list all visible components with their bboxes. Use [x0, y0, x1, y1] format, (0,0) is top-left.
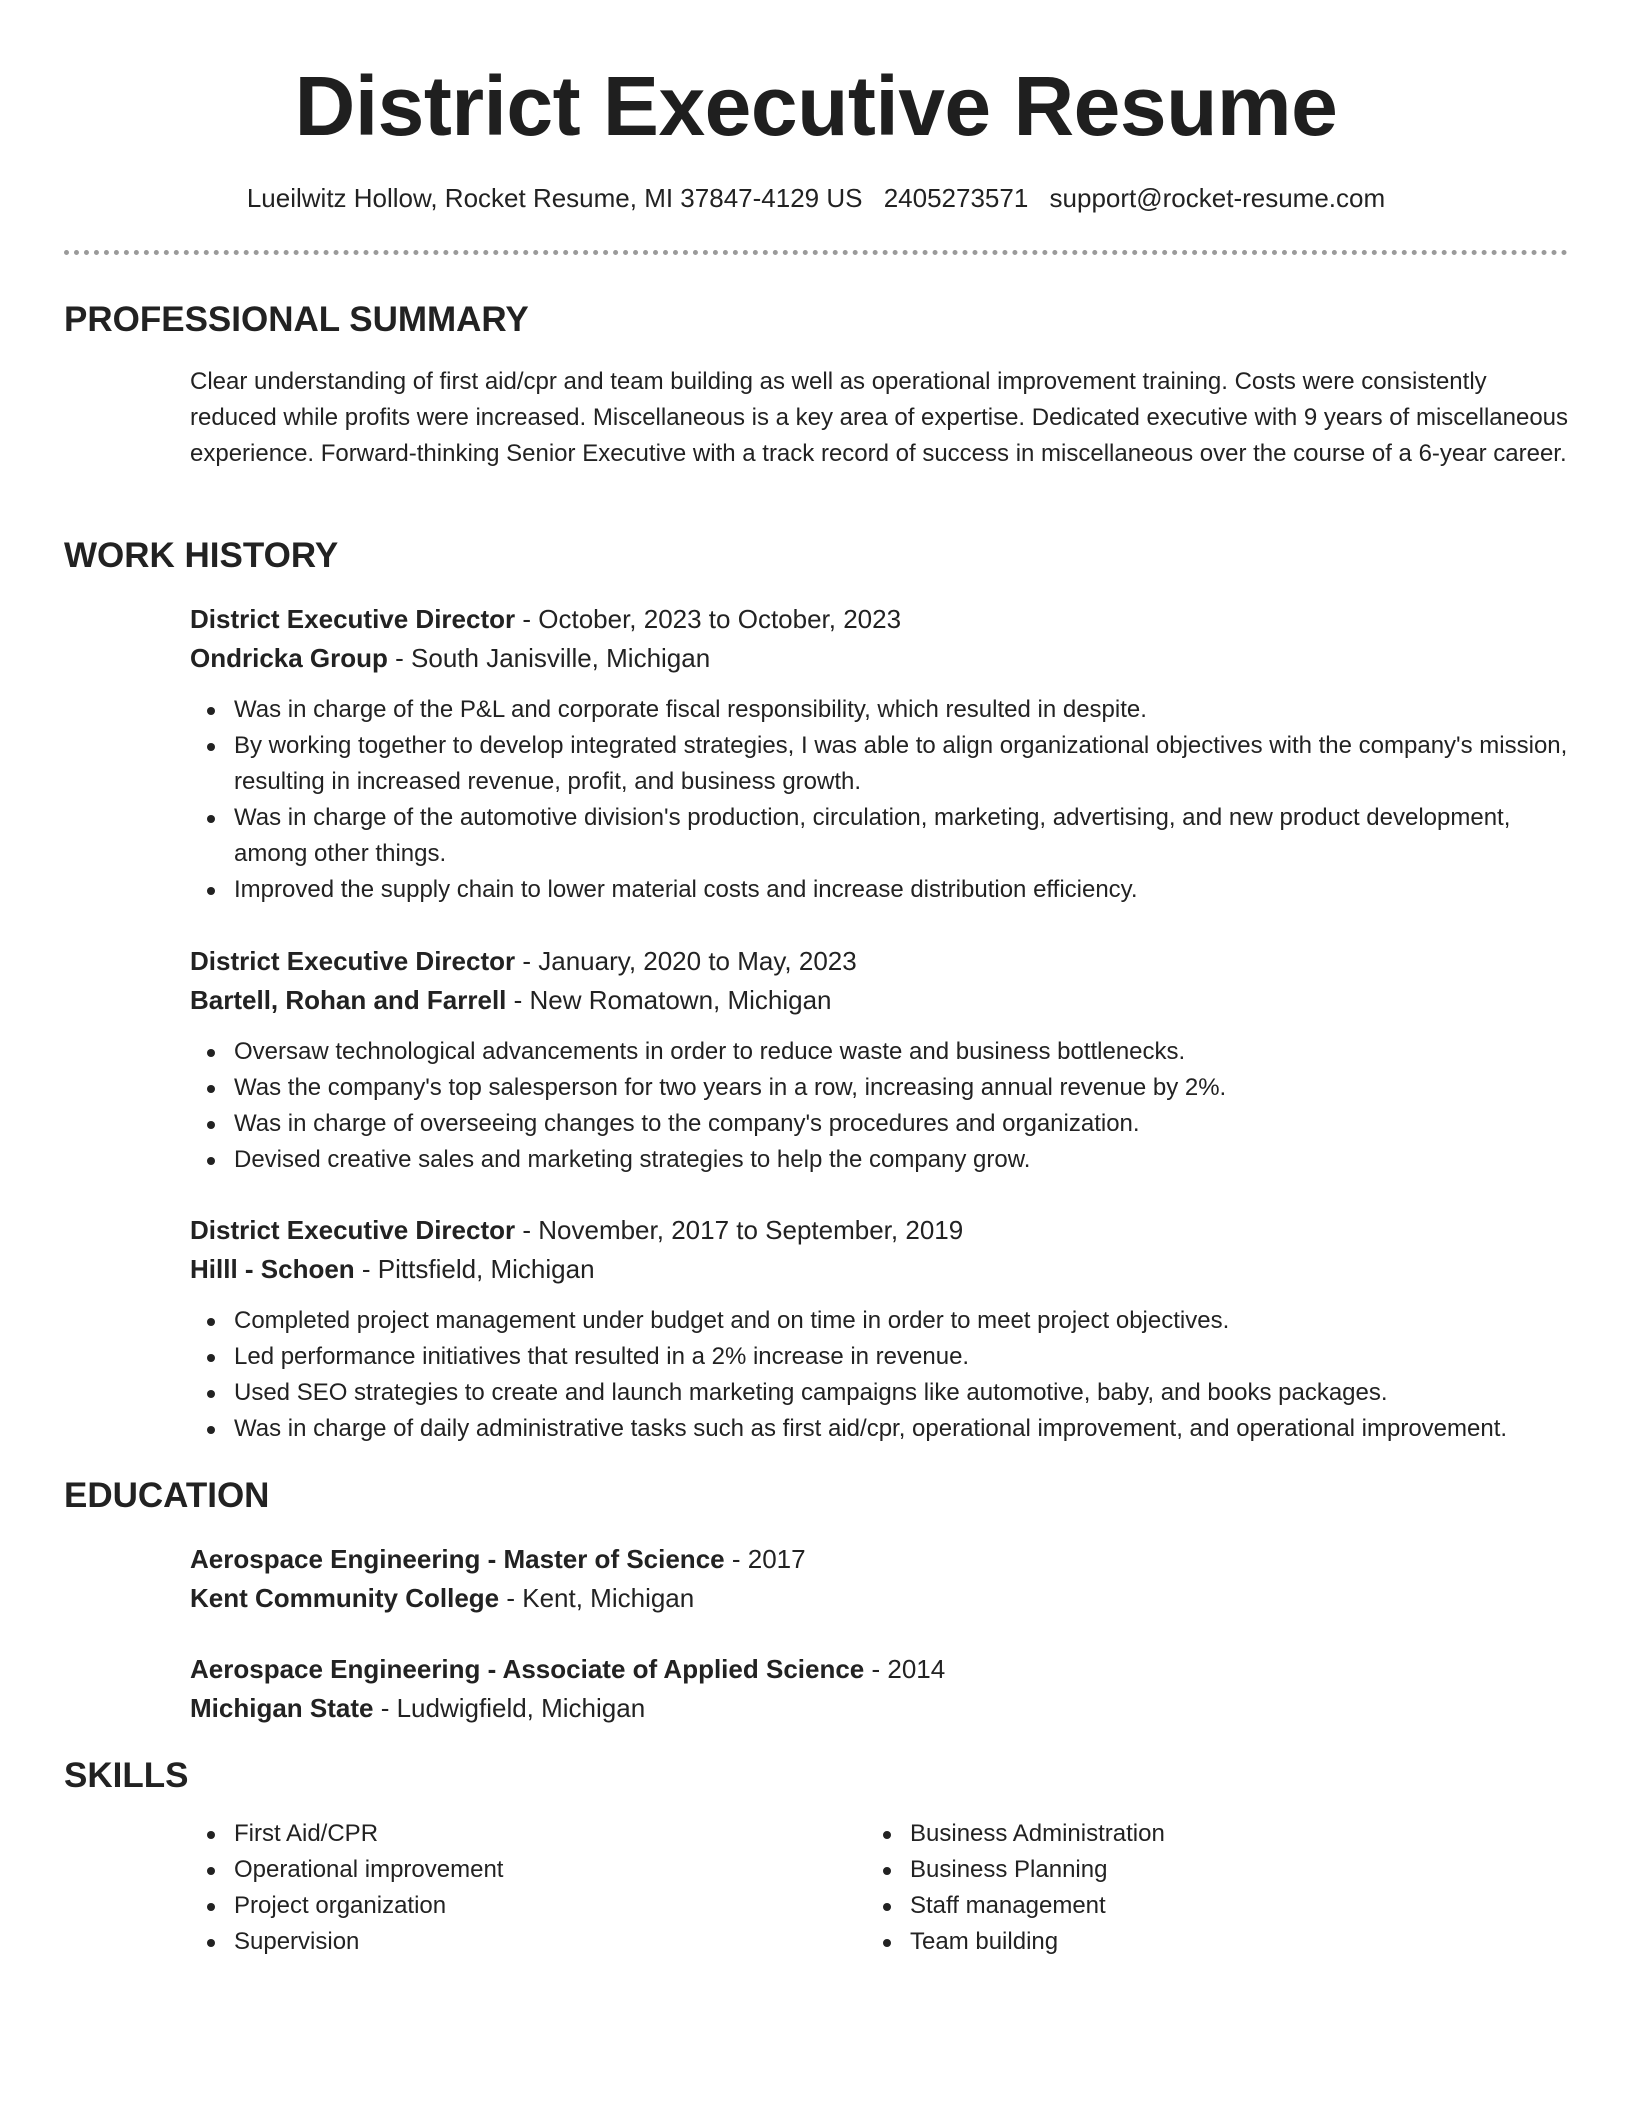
- list-item: First Aid/CPR: [190, 1816, 870, 1852]
- list-item: Business Planning: [866, 1852, 1546, 1888]
- degree-line: [190, 1540, 1570, 1579]
- contact-phone: 2405273571: [883, 183, 1029, 213]
- skills-list: [190, 1816, 870, 1960]
- list-item: Improved the supply chain to lower material costs and increase distribution efficiency.: [190, 872, 1570, 908]
- job-bullets: [190, 1303, 1570, 1447]
- job-title-line: [190, 942, 1570, 981]
- list-item: Was in charge of the P&L and corporate fiscal responsibility, which resulted in despite.: [190, 692, 1570, 728]
- list-item: Team building: [866, 1924, 1546, 1960]
- skills-column-left: [190, 1816, 870, 1960]
- job-title: District Executive Director: [190, 1215, 516, 1245]
- list-item: Operational improvement: [190, 1852, 870, 1888]
- list-item: Was in charge of overseeing changes to the company's procedures and organization.: [190, 1106, 1570, 1142]
- job-entry: [190, 942, 1570, 1178]
- education-heading: EDUCATION: [64, 1476, 270, 1515]
- job-location: - New Romatown, Michigan: [506, 985, 832, 1015]
- job-entry: [190, 600, 1570, 908]
- job-company: Bartell, Rohan and Farrell: [190, 985, 507, 1015]
- job-title-line: [190, 600, 1570, 639]
- job-company: Ondricka Group: [190, 643, 388, 673]
- resume-title: District Executive Resume: [294, 59, 1338, 153]
- job-title-line: [190, 1211, 1570, 1250]
- job-company: Hilll - Schoen: [190, 1254, 355, 1284]
- work-history-heading: WORK HISTORY: [64, 536, 339, 575]
- job-location: - South Janisville, Michigan: [387, 643, 711, 673]
- list-item: By working together to develop integrated strategies, I was able to align organizational objectives with the company's mission, resulting in increased revenue, profit, and business growth.: [190, 728, 1570, 800]
- job-entry: [190, 1211, 1570, 1447]
- school-line: [190, 1579, 1570, 1618]
- skills-list: [866, 1816, 1546, 1960]
- degree: Aerospace Engineering - Master of Science: [190, 1544, 725, 1574]
- list-item: Project organization: [190, 1888, 870, 1924]
- school: Michigan State: [190, 1693, 374, 1723]
- school-line: [190, 1689, 1570, 1728]
- list-item: Business Administration: [866, 1816, 1546, 1852]
- job-title: District Executive Director: [190, 946, 516, 976]
- school-location: - Ludwigfield, Michigan: [373, 1693, 646, 1723]
- job-dates: - October, 2023 to October, 2023: [515, 604, 902, 634]
- summary-text: Clear understanding of first aid/cpr and team building as well as operational improvement training. Costs were consistently reduced while profits were increased. Miscellaneous is a key area of expertise. Dedicated executive with 9 years of miscellaneous experience. Forward-thinking Senior Executive with a track record of success in miscellaneous over the course of a 6-year career.: [190, 368, 1569, 467]
- skills-heading: SKILLS: [64, 1756, 189, 1795]
- job-title: District Executive Director: [190, 604, 516, 634]
- job-location: - Pittsfield, Michigan: [354, 1254, 595, 1284]
- contact-line: [0, 180, 1632, 216]
- list-item: Supervision: [190, 1924, 870, 1960]
- job-bullets: [190, 1034, 1570, 1178]
- job-company-line: [190, 1250, 1570, 1289]
- list-item: Completed project management under budget and on time in order to meet project objectives.: [190, 1303, 1570, 1339]
- job-company-line: [190, 639, 1570, 678]
- summary-heading: PROFESSIONAL SUMMARY: [64, 300, 529, 339]
- list-item: Was in charge of daily administrative tasks such as first aid/cpr, operational improvement, and operational improvement.: [190, 1411, 1570, 1447]
- list-item: Devised creative sales and marketing strategies to help the company grow.: [190, 1142, 1570, 1178]
- degree-year: - 2014: [864, 1654, 946, 1684]
- education-entry: [190, 1540, 1570, 1618]
- list-item: Led performance initiatives that resulted in a 2% increase in revenue.: [190, 1339, 1570, 1375]
- school: Kent Community College: [190, 1583, 500, 1613]
- contact-address: Lueilwitz Hollow, Rocket Resume, MI 37847-4129 US: [246, 183, 863, 213]
- list-item: Was the company's top salesperson for two years in a row, increasing annual revenue by 2%.: [190, 1070, 1570, 1106]
- summary-section: [190, 364, 1570, 472]
- job-company-line: [190, 981, 1570, 1020]
- degree-line: [190, 1650, 1570, 1689]
- contact-email[interactable]: support@rocket-resume.com: [1049, 183, 1386, 213]
- list-item: Was in charge of the automotive division's production, circulation, marketing, advertising, and new product development, among other things.: [190, 800, 1570, 872]
- job-dates: - January, 2020 to May, 2023: [515, 946, 857, 976]
- header-divider: [64, 250, 1568, 255]
- degree: Aerospace Engineering - Associate of Applied Science: [190, 1654, 865, 1684]
- education-entry: [190, 1650, 1570, 1728]
- list-item: Staff management: [866, 1888, 1546, 1924]
- degree-year: - 2017: [724, 1544, 806, 1574]
- job-dates: - November, 2017 to September, 2019: [515, 1215, 964, 1245]
- school-location: - Kent, Michigan: [499, 1583, 695, 1613]
- list-item: Used SEO strategies to create and launch marketing campaigns like automotive, baby, and books packages.: [190, 1375, 1570, 1411]
- list-item: Oversaw technological advancements in order to reduce waste and business bottlenecks.: [190, 1034, 1570, 1070]
- job-bullets: [190, 692, 1570, 908]
- skills-section: [190, 1816, 1570, 1976]
- skills-column-right: [866, 1816, 1546, 1960]
